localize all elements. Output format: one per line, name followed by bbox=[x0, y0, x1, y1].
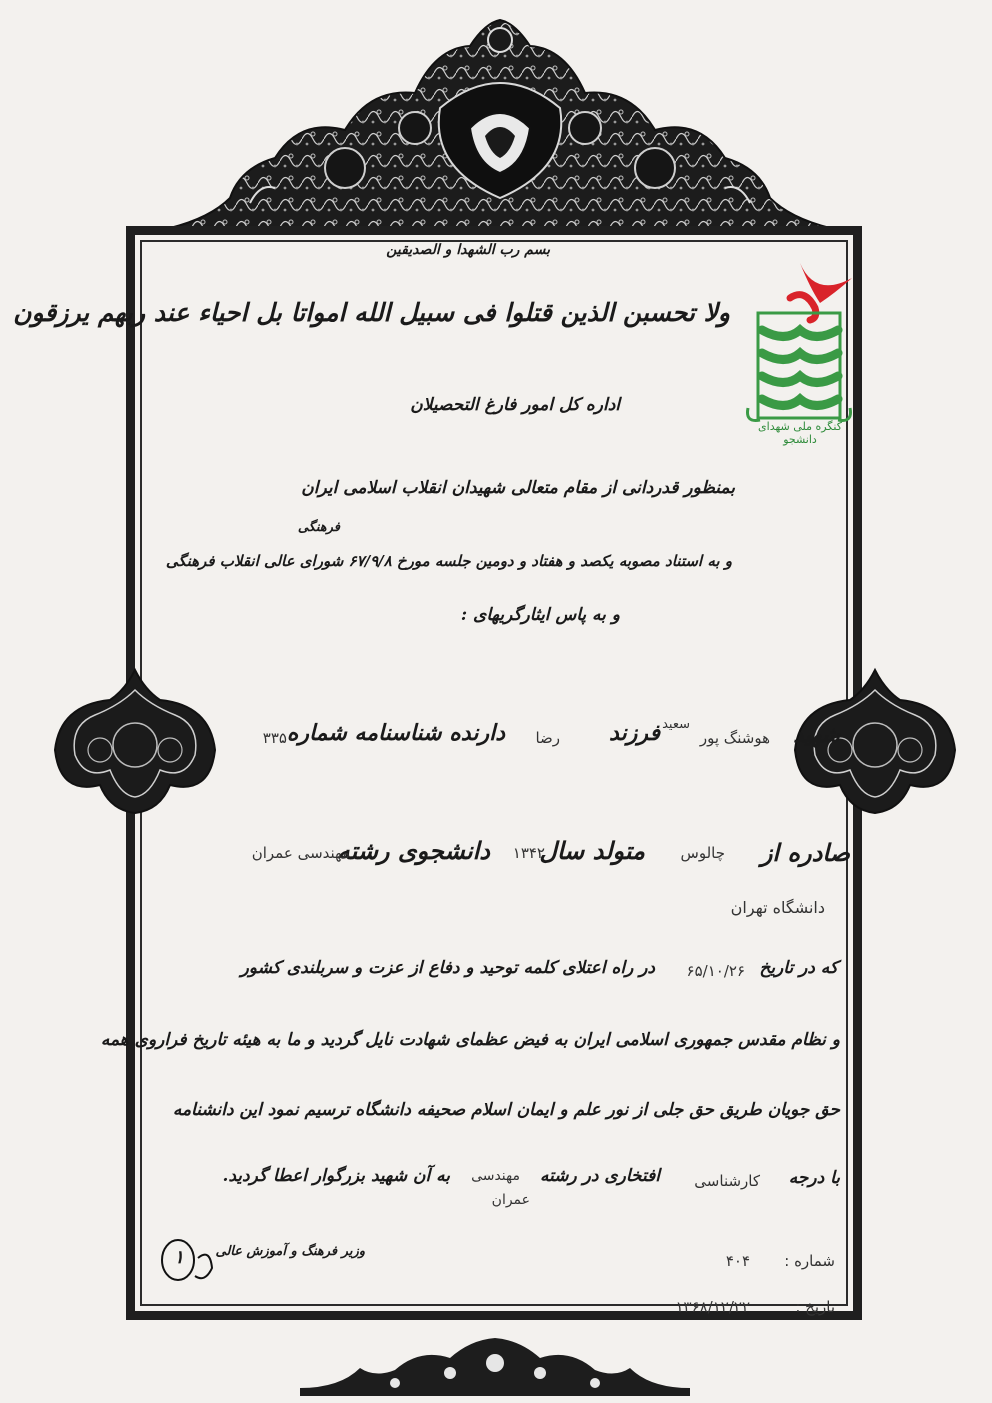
martyr-last-name: هوشنگ پور bbox=[699, 729, 770, 747]
issued-place: چالوس bbox=[680, 844, 725, 862]
label-id-number: دارنده شناسنامه شماره bbox=[286, 720, 505, 746]
top-ornament bbox=[170, 18, 830, 233]
body-line-1-pre: که در تاریخ bbox=[759, 958, 838, 978]
martyrdom-date: ۶۵/۱۰/۲۶ bbox=[686, 962, 745, 980]
degree-field-2: عمران bbox=[491, 1192, 530, 1208]
body-line-2: و نظام مقدس جمهوری اسلامی ایران به فیض عظمای شهادت نایل گردید و ما به هیئه تاریخ فراروی همه bbox=[100, 1030, 840, 1050]
label-martyr: شهید bbox=[793, 722, 840, 748]
body-line-4-mid: افتخاری در رشته bbox=[540, 1166, 660, 1186]
label-field: دانشجوی رشته bbox=[337, 836, 490, 865]
field-of-study: مهندسی عمران bbox=[251, 844, 350, 862]
degree-field-1: مهندسی bbox=[471, 1168, 520, 1184]
body-line-4-post: به آن شهید بزرگوار اعطا گردید. bbox=[222, 1166, 450, 1186]
degree-level: کارشناسی bbox=[694, 1172, 760, 1190]
bottom-ornament bbox=[300, 1338, 690, 1396]
label-number: شماره : bbox=[784, 1252, 835, 1270]
quran-verse: ولا تحسبن الذین قتلوا فی سبیل الله امواتا بل احیاء عند ربهم یرزقون bbox=[13, 298, 730, 327]
body-line-3: حق جویان طریق حق جلی از نور علم و ایمان اسلام صحیفه دانشگاه ترسیم نمود این دانشنامه bbox=[172, 1100, 840, 1120]
label-born-year: متولد سال bbox=[539, 836, 645, 865]
certificate-number: ۴۰۴ bbox=[725, 1252, 750, 1270]
university-name: دانشگاه تهران bbox=[730, 898, 825, 917]
id-number: ۳۳۵۰ bbox=[262, 729, 295, 747]
label-issued-from: صادره از bbox=[760, 838, 850, 867]
label-child-of: فرزند bbox=[609, 720, 660, 746]
intro-line-2: و به استناد مصوبه یکصد و هفتاد و دومین جلسه مورخ ۶۷/۹/۸ شورای عالی انقلاب فرهنگی bbox=[165, 552, 732, 570]
intro-line-2-note: فرهنگی bbox=[297, 520, 340, 535]
born-year: ۱۳۴۲ bbox=[512, 844, 545, 862]
intro-line-3: و به پاس ایثارگریهای : bbox=[460, 605, 620, 625]
body-line-4-pre: با درجه bbox=[788, 1168, 840, 1188]
body-line-1-post: در راه اعتلای کلمه توحید و دفاع از عزت و سربلندی کشور bbox=[240, 958, 655, 978]
basmala: بسم رب الشهدا و الصدیقین bbox=[386, 242, 550, 258]
father-name: رضا bbox=[535, 729, 560, 747]
signature-mark: ۱ bbox=[174, 1247, 184, 1268]
label-date: تاریخ : bbox=[795, 1298, 835, 1316]
intro-line-1: بمنظور قدردانی از مقام متعالی شهیدان انقلاب اسلامی ایران bbox=[301, 478, 735, 498]
office-title: اداره کل امور فارغ التحصیلان bbox=[410, 395, 620, 415]
left-ornament bbox=[50, 665, 220, 815]
logo-caption: کنگره ملی شهدای دانشجو bbox=[758, 420, 842, 446]
certificate-date: ۱۳۶۸/۱۲/۲۲ bbox=[675, 1298, 750, 1316]
martyr-first-name: سعید bbox=[662, 717, 690, 732]
minister-title: وزیر فرهنگ و آموزش عالی bbox=[215, 1244, 365, 1259]
